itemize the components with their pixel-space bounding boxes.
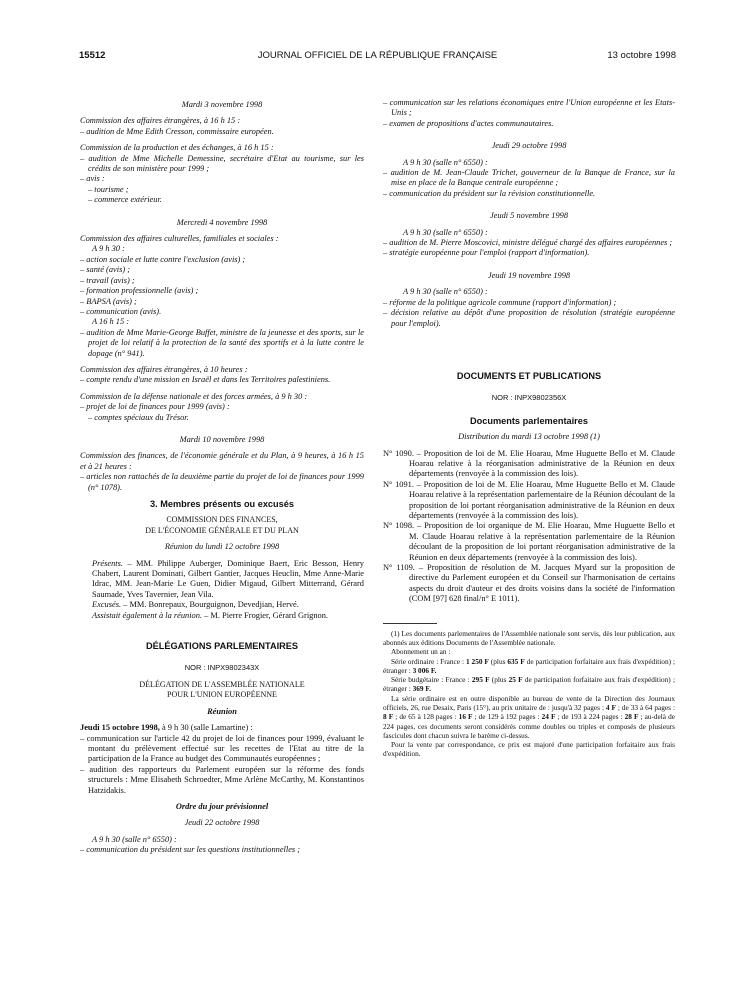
agenda-item: – examen de propositions d'actes communautaires.	[383, 118, 554, 128]
time-line: A 9 h 30 (salle n° 6550) :	[403, 287, 488, 297]
date-heading: Jeudi 22 octobre 1998	[184, 818, 260, 828]
commission-line: Commission des affaires étrangères, à 16 h 15 :	[80, 116, 241, 126]
document-entry: N° 1098. – Proposition de loi organique de M. Elie Hoarau, Mme Huguette Bello et M. Claude Hoarau relative à la représentation parlementaire de la Réunion découlant de la proposition de loi portant réorganisation administrative de la Réunion en deux départements (renvoyée à la commission des lois).	[383, 521, 675, 562]
agenda-item: – projet de loi de finances pour 1999 (avis) :	[80, 402, 230, 412]
page-header	[79, 50, 676, 64]
commission-line: Commission de la défense nationale et des forces armées, à 9 h 30 :	[80, 391, 308, 401]
date-heading: Mercredi 4 novembre 1998	[176, 217, 268, 227]
subsection-heading: Documents parlementaires	[470, 415, 588, 426]
agenda-item: – action sociale et lutte contre l'exclusion (avis) ;	[80, 254, 246, 264]
excused-members: Excusés. – MM. Bonrepaux, Bourguignon, Devedjian, Hervé.	[92, 600, 299, 610]
present-members: Présents. – MM. Philippe Auberger, Dominique Baert, Eric Besson, Henry Chabert, Laurent Dominati, Gilbert Gantier, Jacques Heuclin, Mme Anne-Marie Idrac, MM. Jean-Marie Le Guen, Didier Migaud, Gilbert Mitterrand, Gérard Saumade, Yves Tavernier, Jean Vila.	[92, 558, 364, 599]
agenda-subitem: – commerce extérieur.	[88, 195, 162, 205]
footnote-divider	[383, 623, 437, 624]
agenda-item: – travail (avis) ;	[80, 275, 135, 285]
commission-line: Commission de la production et des échanges, à 16 h 15 :	[80, 143, 274, 153]
agenda-subitem: – comptes spéciaux du Trésor.	[88, 412, 189, 422]
nor-reference: NOR : INPX9802343X	[184, 663, 260, 673]
agenda-item: – audition de Mme Marie-George Buffet, ministre de la jeunesse et des sports, sur le projet de loi relatif à la protection de la santé des sportifs et à la lutte contre le dopage (n° 941).	[80, 327, 364, 358]
date-heading: Mardi 10 novembre 1998	[179, 434, 265, 444]
commission-line: Commission des affaires étrangères, à 10 heures :	[80, 364, 248, 374]
distribution-date: Distribution du mardi 13 octobre 1998 (1)	[458, 432, 600, 442]
journal-title: JOURNAL OFFICIEL DE LA RÉPUBLIQUE FRANÇAISE	[257, 50, 498, 61]
document-entry: N° 1091. – Proposition de loi de M. Elie Hoarau, Mme Huguette Bello et M. Claude Hoarau relative à la représentation parlementaire de la Réunion découlant de la proposition de loi portant réorganisation administrative de la Réunion en deux départements (renvoyée à la commission des lois).	[383, 479, 676, 520]
commission-line: Commission des finances, de l'économie générale et du Plan, à 9 heures, à 16 h 15 et à 21 heures :	[80, 451, 364, 471]
page-number: 15512	[79, 50, 106, 61]
agenda-subitem: – tourisme ;	[88, 184, 129, 194]
agenda-item: – audition des rapporteurs du Parlement européen sur la réforme des fonds structurels : Mme Elisabeth Schroedter, Mme Arlène McCarthy, M. Konstantinos Hatzidakis.	[80, 764, 364, 795]
agenda-item: – audition de Mme Michelle Demessine, secrétaire d'Etat au tourisme, sur les crédits de son ministère pour 1999 ;	[80, 153, 364, 174]
left-column	[80, 100, 364, 856]
section-heading: DÉLÉGATIONS PARLEMENTAIRES	[145, 641, 299, 652]
agenda-item: – stratégie européenne pour l'emploi (rapport d'information).	[383, 248, 590, 258]
commission-name: COMMISSION DES FINANCES,	[166, 515, 278, 525]
meeting-heading: Réunion	[207, 706, 237, 716]
time-line: A 16 h 15 :	[92, 317, 130, 327]
agenda-item: – santé (avis) ;	[80, 265, 131, 275]
section-heading: 3. Membres présents ou excusés	[149, 499, 294, 509]
agenda-item: – audition de Mme Edith Cresson, commissaire européen.	[80, 126, 274, 136]
agenda-item: – communication sur l'article 42 du projet de loi de finances pour 1999, évaluant le montant du prélèvement effectué sur les recettes de l'Etat au titre de la participation de la France au budget des Communautés européennes ;	[80, 733, 364, 764]
agenda-item: – communication du président sur la révision constitutionnelle.	[383, 188, 596, 198]
agenda-item: – communication (avis).	[80, 306, 162, 316]
time-line: A 9 h 30 (salle n° 6550) :	[92, 834, 177, 844]
agenda-heading: Ordre du jour prévisionnel	[175, 801, 269, 811]
delegation-name: DÉLÉGATION DE L'ASSEMBLÉE NATIONALE	[139, 679, 305, 689]
date-heading: Mardi 3 novembre 1998	[181, 100, 263, 109]
date-heading: Jeudi 5 novembre 1998	[489, 211, 569, 221]
commission-name: DE L'ÉCONOMIE GÉNÉRALE ET DU PLAN	[145, 525, 299, 535]
also-attending: Assistait également à la réunion. – M. Pierre Frogier, Gérard Grignon.	[92, 610, 328, 620]
date-heading: Jeudi 19 novembre 1998	[487, 270, 571, 280]
issue-date: 13 octobre 1998	[607, 50, 676, 61]
agenda-item: – compte rendu d'une mission en Israël et dans les Territoires palestiniens.	[80, 375, 331, 385]
meeting-date: Réunion du lundi 12 octobre 1998	[164, 542, 280, 552]
agenda-item: – avis :	[80, 174, 105, 184]
nor-reference: NOR : INPX9802356X	[491, 393, 567, 403]
agenda-item: – décision relative au dépôt d'une proposition de résolution (stratégie européenne pour l'emploi).	[383, 308, 675, 328]
time-line: A 9 h 30 (salle n° 6550) :	[403, 157, 488, 167]
time-line: A 9 h 30 (salle n° 6550) :	[403, 227, 488, 237]
agenda-item: – audition de M. Pierre Moscovici, ministre délégué chargé des affaires européennes ;	[383, 238, 673, 248]
document-entry: N° 1090. – Proposition de loi de M. Elie Hoarau, Mme Huguette Bello et M. Claude Hoarau relative à la réorganisation administrative de la Réunion en deux départements (renvoyée à la commission des lois).	[383, 448, 676, 479]
agenda-item: – communication sur les relations économiques entre l'Union européenne et les Etats-Unis ;	[383, 98, 675, 118]
footnote: (1) Les documents parlementaires de l'Assemblée nationale sont servis, dès leur publication, aux abonnés aux éditions Documents de l'Assemblée nationale. Abonnement un an : Série ordinaire : France : 1 250 F (plus 635 F de participation forfaitaire aux frais d'expédition) ; étranger : 3 006 F. Série budgétaire : France : 295 F (plus 25 F de participation forfaitaire aux frais d'expédition) ; étranger : 369 F. La série ordinaire est en outre disponible au bureau de vente de la Direction des Journaux officiels, 26, rue Desaix, Paris (15°), au prix unitaire de : jusqu'à 32 pages : 4 F ; de 33 à 64 pages : 8 F ; de 65 à 128 pages : 16 F ; de 129 à 192 pages : 24 F ; de 193 à 224 pages : 28 F ; au-delà de 224 pages, ces documents seront considérés comme doubles ou triples et composés de plusieurs fascicules dont chacun suivra le barème ci-dessus. Pour la vente par correspondance, ce prix est majoré d'une participation forfaitaire aux frais d'expédition.	[383, 628, 675, 759]
agenda-item: – articles non rattachés de la deuxième partie du projet de loi de finances pour 1999 (n° 1078).	[80, 472, 364, 492]
section-heading: DOCUMENTS ET PUBLICATIONS	[456, 370, 602, 381]
agenda-item: – audition de M. Jean-Claude Trichet, gouverneur de la Banque de France, sur la mise en place de la Banque centrale européenne ;	[383, 168, 675, 188]
document-entry: N° 1109. – Proposition de résolution de M. Jacques Myard sur la proposition de directive du Parlement européen et du Conseil sur l'harmonisation de certains aspects du droit d'auteur et des droits voisins dans la société de l'information (COM [97] 628 final/n° E 1011).	[383, 563, 675, 604]
meeting-date: Jeudi 15 octobre 1998, à 9 h 30 (salle Lamartine) :	[80, 723, 253, 733]
delegation-name: POUR L'UNION EUROPÉENNE	[167, 690, 277, 700]
commission-line: Commission des affaires culturelles, familiales et sociales :	[80, 234, 279, 244]
agenda-item: – communication du président sur les questions institutionnelles ;	[80, 845, 301, 855]
date-heading: Jeudi 29 octobre 1998	[491, 141, 567, 151]
right-column	[383, 98, 675, 759]
agenda-item: – BAPSA (avis) ;	[80, 296, 137, 306]
time-line: A 9 h 30 :	[92, 244, 125, 254]
agenda-item: – réforme de la politique agricole commune (rapport d'information) ;	[383, 297, 617, 307]
agenda-item: – formation professionnelle (avis) ;	[80, 286, 199, 296]
